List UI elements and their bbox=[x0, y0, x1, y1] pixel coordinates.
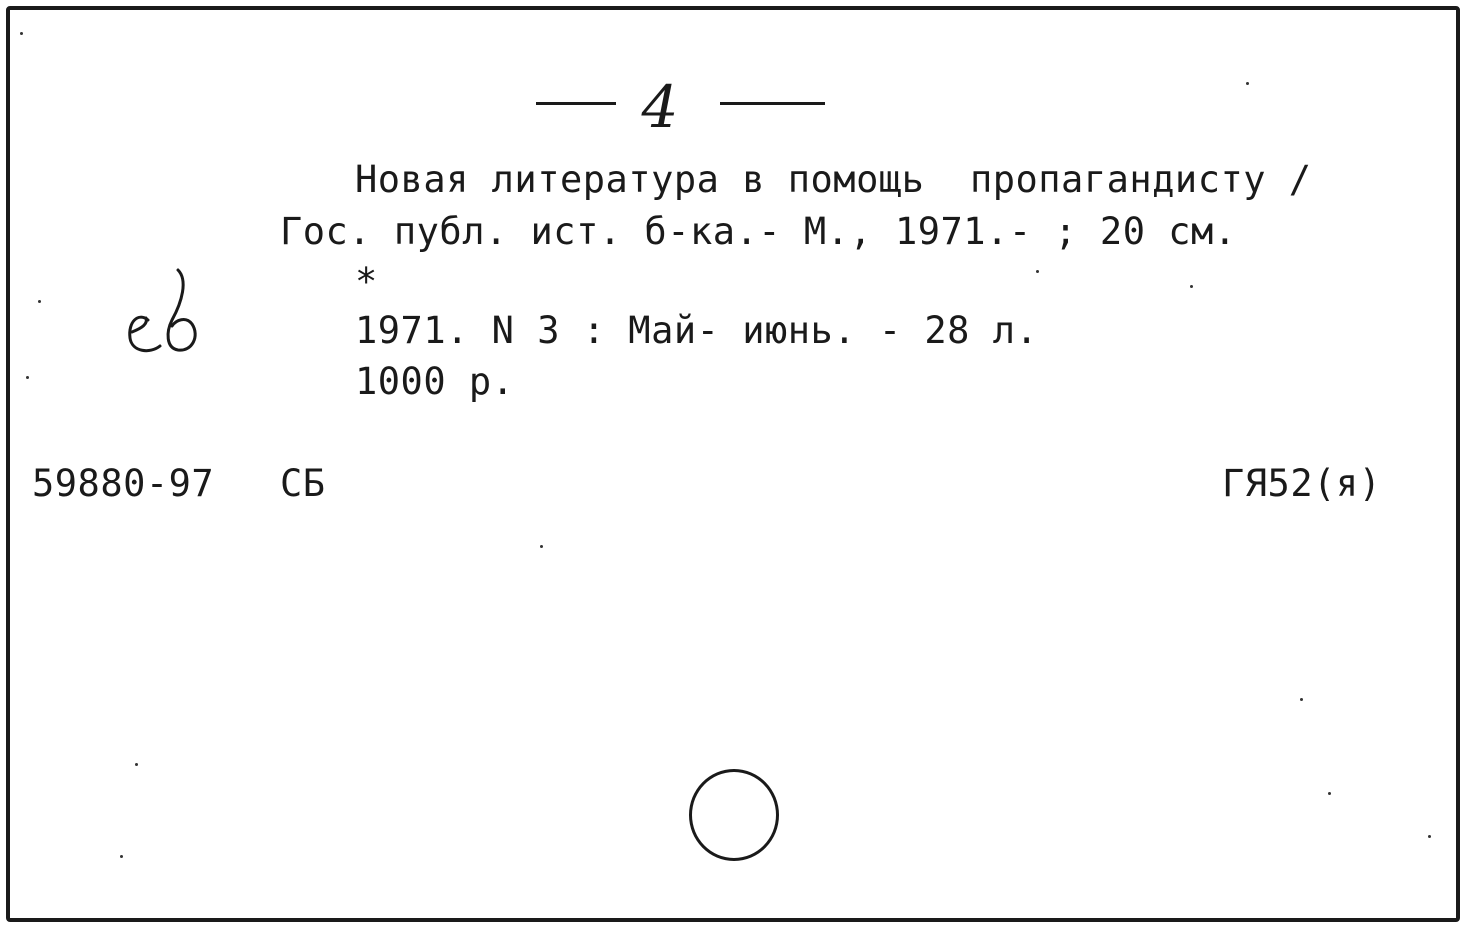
speck bbox=[1036, 270, 1039, 273]
entry-issue-line: 1971. N 3 : Май- июнь. - 28 л. bbox=[355, 309, 1039, 352]
speck bbox=[1246, 82, 1249, 85]
page-number-header bbox=[530, 70, 830, 150]
speck bbox=[26, 376, 29, 379]
speck bbox=[1300, 698, 1303, 701]
entry-title-line: Новая литература в помощь пропагандисту / bbox=[355, 158, 1312, 201]
punch-hole bbox=[689, 769, 779, 861]
handwritten-mark bbox=[120, 262, 210, 362]
entry-print-run-line: 1000 р. bbox=[355, 360, 515, 403]
collection-code: СБ bbox=[280, 462, 326, 505]
speck bbox=[540, 545, 543, 548]
speck bbox=[135, 763, 138, 766]
entry-asterisk: * bbox=[355, 260, 378, 303]
right-dash bbox=[720, 102, 825, 105]
speck bbox=[1328, 792, 1331, 795]
accession-number: 59880-97 bbox=[32, 462, 215, 505]
speck bbox=[38, 300, 41, 303]
shelf-mark: ГЯ52(я) bbox=[1222, 462, 1382, 505]
entry-publication-line: Гос. публ. ист. б-ка.- М., 1971.- ; 20 см. bbox=[280, 210, 1237, 253]
page-number: 4 bbox=[641, 73, 679, 141]
left-dash bbox=[536, 102, 616, 105]
speck bbox=[1428, 835, 1431, 838]
speck bbox=[1190, 285, 1193, 288]
speck bbox=[120, 855, 123, 858]
speck bbox=[20, 32, 23, 35]
